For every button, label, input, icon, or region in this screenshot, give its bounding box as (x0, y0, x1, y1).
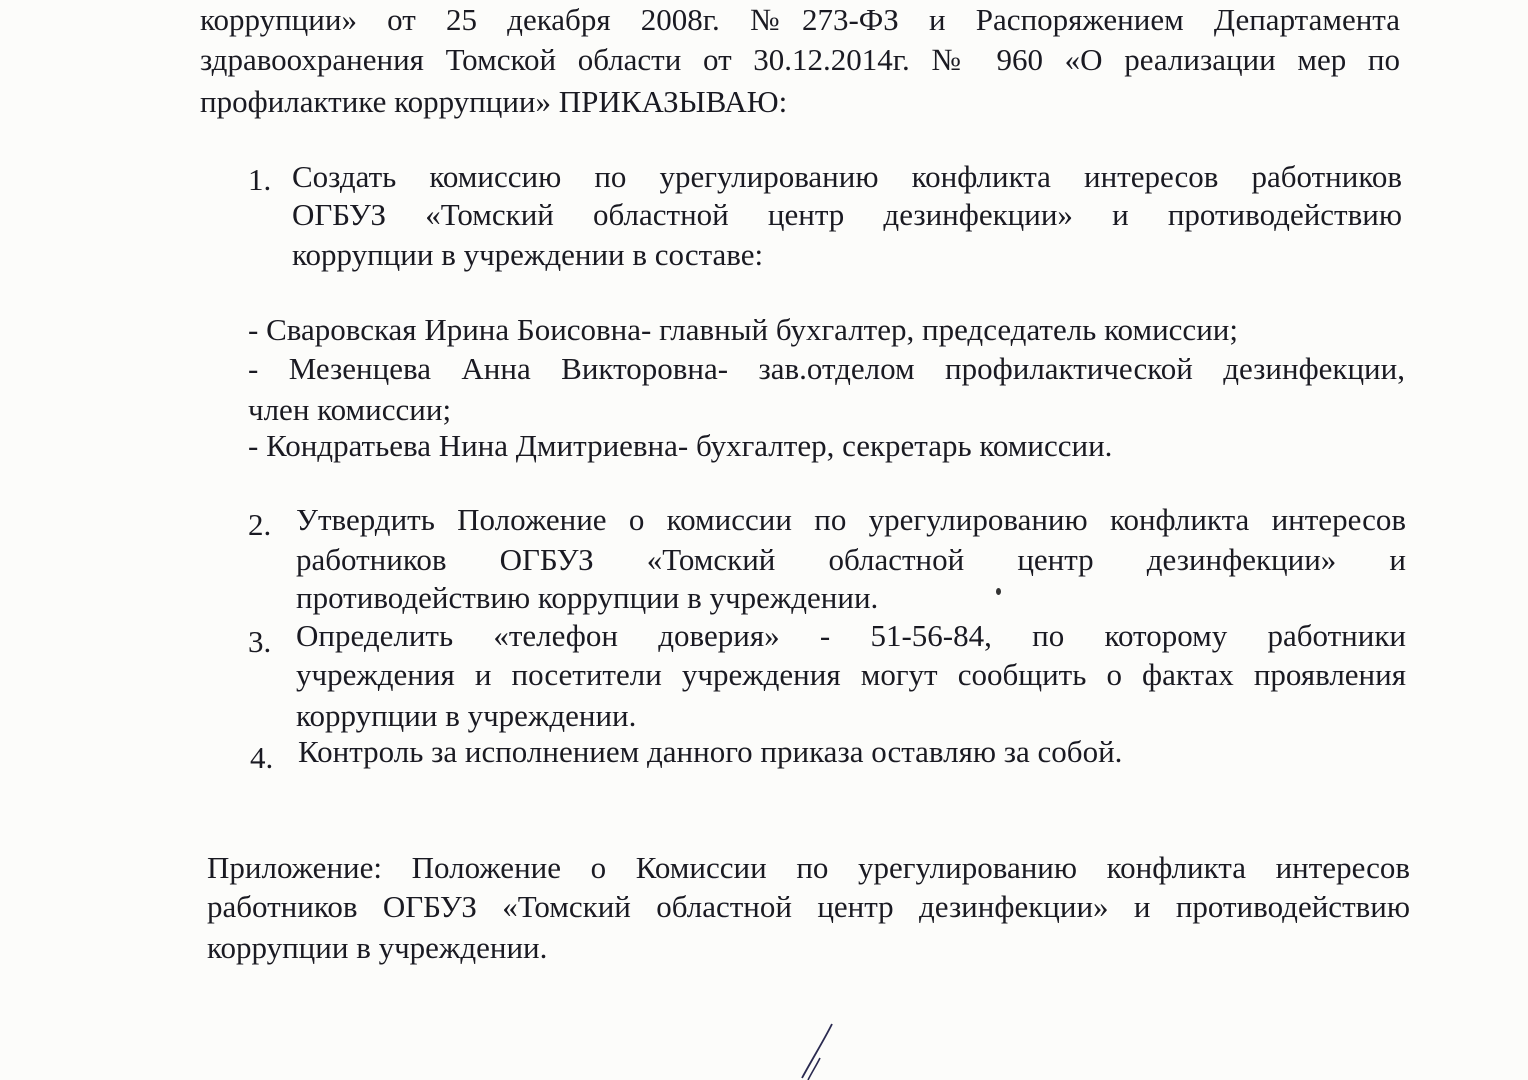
preamble-line-3: профилактике коррупции» ПРИКАЗЫВАЮ: (200, 84, 788, 119)
item-2-line-2: работников ОГБУЗ «Томский областной центр дезинфекции» и (296, 542, 1406, 577)
member-line-1: - Сваровская Ирина Боисовна- главный бухгалтер, председатель комиссии; (248, 312, 1238, 347)
item-2-number: 2. (248, 507, 272, 542)
member-line-3: член комиссии; (248, 392, 452, 427)
item-1-number: 1. (248, 162, 272, 197)
item-1-line-3: коррупции в учреждении в составе: (292, 237, 764, 272)
item-3-number: 3. (248, 624, 272, 659)
member-line-4: - Кондратьева Нина Дмитриевна- бухгалтер, секретарь комиссии. (248, 428, 1113, 463)
signature-mark (780, 1020, 860, 1080)
scan-speck (996, 588, 1001, 595)
item-3-line-3: коррупции в учреждении. (296, 698, 637, 733)
item-4-line-1: Контроль за исполнением данного приказа оставляю за собой. (298, 734, 1123, 769)
appendix-line-3: коррупции в учреждении. (207, 930, 548, 965)
item-1-line-2: ОГБУЗ «Томский областной центр дезинфекции» и противодействию (292, 197, 1402, 232)
preamble-line-1: коррупции» от 25 декабря 2008г. №273-ФЗ и Распоряжением Департамента (200, 2, 1400, 37)
item-1-line-1: Создать комиссию по урегулированию конфликта интересов работников (292, 159, 1402, 194)
item-3-line-1: Определить «телефон доверия» - 51-56-84, по которому работники (296, 618, 1406, 653)
item-4-number: 4. (250, 740, 274, 775)
item-2-line-3: противодействию коррупции в учреждении. (296, 580, 879, 615)
preamble-line-2: здравоохранения Томской области от 30.12.2014г. № 960 «О реализации мер по (200, 42, 1400, 77)
appendix-line-2: работников ОГБУЗ «Томский областной центр дезинфекции» и противодействию (207, 889, 1410, 924)
item-2-line-1: Утвердить Положение о комиссии по урегулированию конфликта интересов (296, 502, 1406, 537)
appendix-line-1: Приложение: Положение о Комиссии по урегулированию конфликта интересов (207, 850, 1410, 885)
item-3-line-2: учреждения и посетители учреждения могут сообщить о фактах проявления (296, 657, 1406, 692)
member-line-2: - Мезенцева Анна Викторовна- зав.отделом профилактической дезинфекции, (248, 351, 1405, 386)
